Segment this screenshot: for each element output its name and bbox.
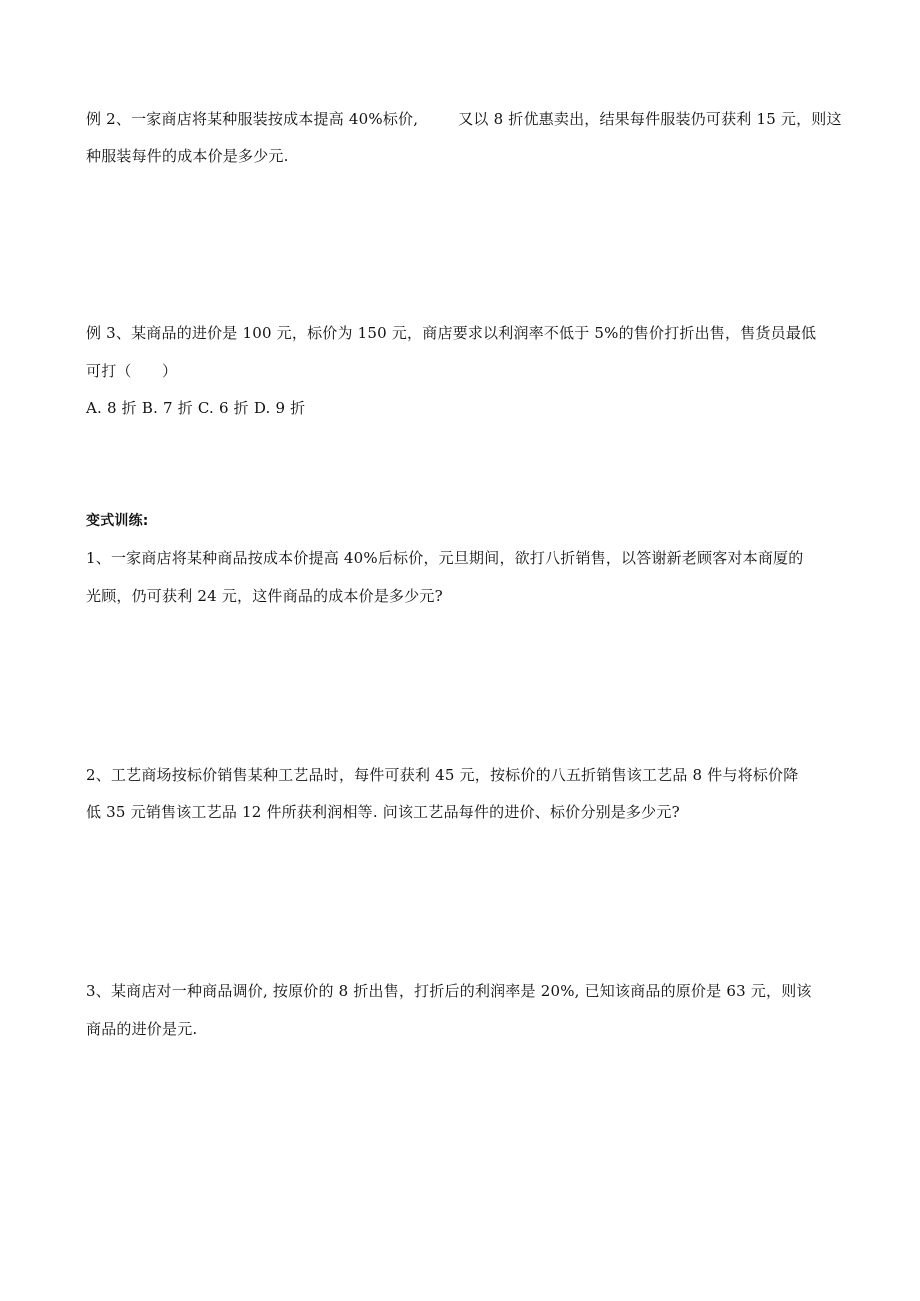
example-3-line-2: 可打（ ） [86,362,178,380]
question-1-line-2: 光顾，仍可获利 24 元，这件商品的成本价是多少元? [86,587,443,605]
example-2-line-1-part-b: 又以 8 折优惠卖出，结果每件服装仍可获利 15 元，则这 [458,110,842,128]
question-3-line-2: 商品的进价是元. [86,1020,198,1038]
example-2-line-1 [86,109,842,129]
question-3-line-1: 3、某商店对一种商品调价, 按原价的 8 折出售，打折后的利润率是 20%, 已知该商品的原价是 63 元，则该 [86,982,812,1000]
question-1-line-1: 1、一家商店将某种商品按成本价提高 40%后标价，元旦期间，欲打八折销售，以答谢新老顾客对本商厦的 [86,549,804,567]
example-3-options: A. 8 折 B. 7 折 C. 6 折 D. 9 折 [86,399,306,417]
variant-heading: 变式训练: [86,513,149,529]
question-2-line-2: 低 35 元销售该工艺品 12 件所获利润相等. 问该工艺品每件的进价、标价分别是多少元? [86,803,680,821]
example-2-line-2: 种服装每件的成本价是多少元. [86,147,289,165]
example-2-line-1-part-a: 例 2、一家商店将某种服装按成本提高 40%标价, [86,110,419,128]
question-2-line-1: 2、工艺商场按标价销售某种工艺品时，每件可获利 45 元，按标价的八五折销售该工艺品 8 件与将标价降 [86,766,799,784]
example-3-line-1: 例 3、某商品的进价是 100 元，标价为 150 元，商店要求以利润率不低于 5%的售价打折出售，售货员最低 [86,324,817,342]
